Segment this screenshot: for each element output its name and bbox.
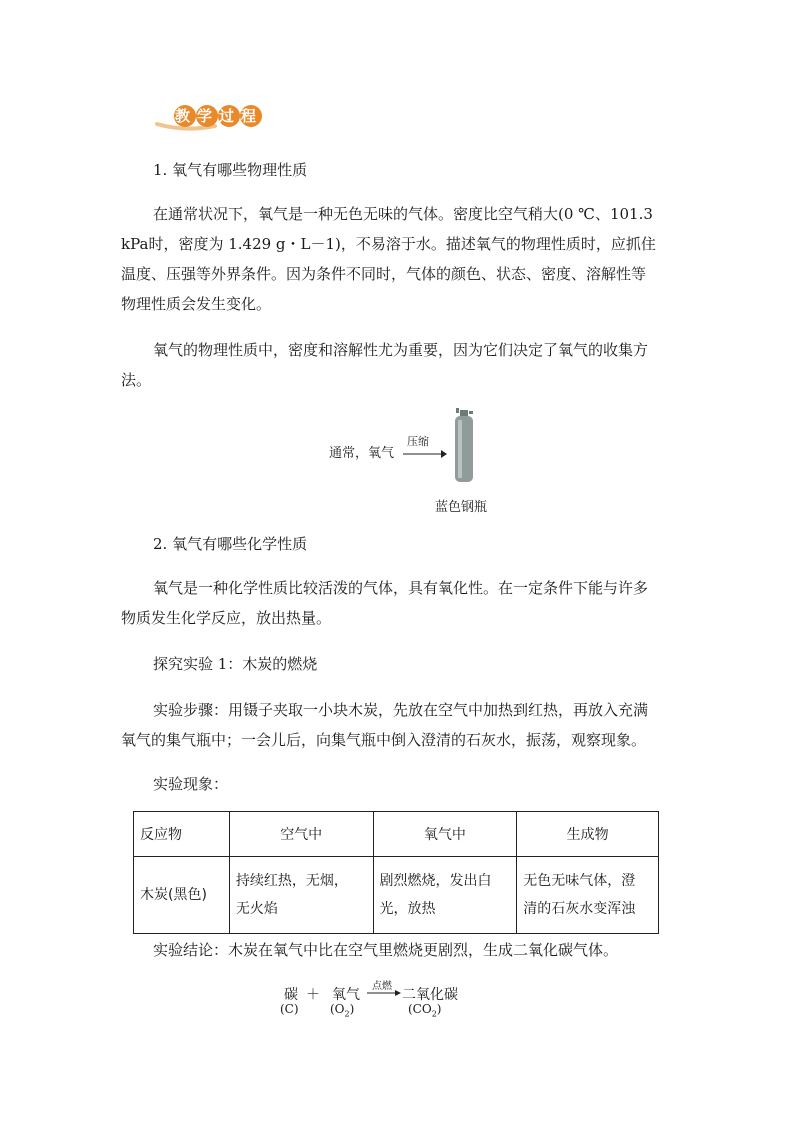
reactant1: 碳 — [284, 987, 298, 1003]
experiment-title: 探究实验 1：木炭的燃烧 — [153, 655, 318, 673]
reaction-arrow-icon — [367, 989, 401, 997]
table-cell — [517, 857, 659, 934]
section1-para1-line4: 物理性质会发生变化。 — [121, 295, 272, 313]
section2-para1-line2: 物质发生化学反应，放出热量。 — [121, 609, 332, 627]
figure-left-text: 通常，氧气 — [329, 446, 395, 461]
formula-main: (O — [330, 1002, 345, 1016]
table-cell — [134, 857, 230, 934]
formula-end: ) — [349, 1002, 355, 1016]
cylinder-label: 蓝色钢瓶 — [435, 500, 488, 515]
section1-para1-line1: 在通常状况下，氧气是一种无色无味的气体。密度比空气稍大(0 ℃、101.3 — [153, 205, 653, 223]
cell-text: 无火焰 — [235, 901, 278, 917]
experiment-steps-line2: 氧气的集气瓶中；一会儿后，向集气瓶中倒入澄清的石灰水，振荡，观察现象。 — [121, 731, 647, 749]
table-cell — [229, 857, 373, 934]
product-formula — [408, 1002, 441, 1018]
section1-para2-line2: 法。 — [121, 371, 152, 389]
arrow-label: 压缩 — [407, 435, 429, 448]
cell-text: 光，放热 — [379, 901, 436, 917]
table-header-cell: 空气中 — [229, 812, 373, 857]
formula-sub: 2 — [344, 1009, 350, 1019]
section2-heading: 2. 氧气有哪些化学性质 — [153, 535, 308, 553]
cell-text: 无色无味气体，澄 — [523, 873, 636, 889]
reactant2: 氧气 — [332, 987, 360, 1003]
section1-heading: 1. 氧气有哪些物理性质 — [153, 161, 308, 179]
cell-text: 木炭(黑色) — [140, 887, 207, 903]
table-header-cell: 生成物 — [517, 812, 659, 857]
cell-text: 清的石灰水变浑浊 — [523, 901, 636, 917]
experiment-table — [133, 811, 659, 934]
table-header-row — [134, 812, 659, 857]
reaction-condition: 点燃 — [372, 981, 392, 992]
word-equation — [278, 976, 498, 1024]
arrow-icon — [403, 448, 447, 460]
table-header-cell: 反应物 — [134, 812, 230, 857]
formula-end: ) — [436, 1002, 442, 1016]
reactant2-formula — [330, 1002, 354, 1018]
reactant1-formula: (C) — [280, 1002, 299, 1016]
phenomenon-label: 实验现象： — [153, 775, 229, 793]
table-row — [134, 857, 659, 934]
section1-para2-line1: 氧气的物理性质中，密度和溶解性尤为重要，因为它们决定了氧气的收集方 — [153, 341, 649, 359]
section1-para1-line3: 温度、压强等外界条件。因为条件不同时，气体的颜色、状态、密度、溶解性等 — [121, 265, 647, 283]
table-cell — [373, 857, 517, 934]
badge-text: 教学过程 — [175, 107, 264, 125]
cell-text: 剧烈燃烧，发出白 — [379, 873, 492, 889]
section2-para1-line1: 氧气是一种化学性质比较活泼的气体，具有氧化性。在一定条件下能与许多 — [153, 579, 649, 597]
experiment-conclusion: 实验结论：木炭在氧气中比在空气里燃烧更剧烈，生成二氧化碳气体。 — [153, 941, 619, 959]
oxygen-cylinder-figure — [325, 408, 505, 518]
table-header-cell: 氧气中 — [373, 812, 517, 857]
cell-text: 持续红热，无烟， — [235, 873, 348, 889]
formula-main: (CO — [408, 1002, 432, 1016]
formula-sub: 2 — [431, 1009, 437, 1019]
experiment-steps-line1: 实验步骤：用镊子夹取一小块木炭，先放在空气中加热到红热，再放入充满 — [153, 701, 649, 719]
section1-para1-line2: kPa时，密度为 1.429 g・L－1)，不易溶于水。描述氧气的物理性质时，应抓住 — [121, 235, 656, 253]
plus-sign: ＋ — [306, 987, 320, 1003]
steel-cylinder-icon — [451, 408, 477, 484]
section-badge — [155, 102, 265, 132]
product: 二氧化碳 — [402, 987, 458, 1003]
